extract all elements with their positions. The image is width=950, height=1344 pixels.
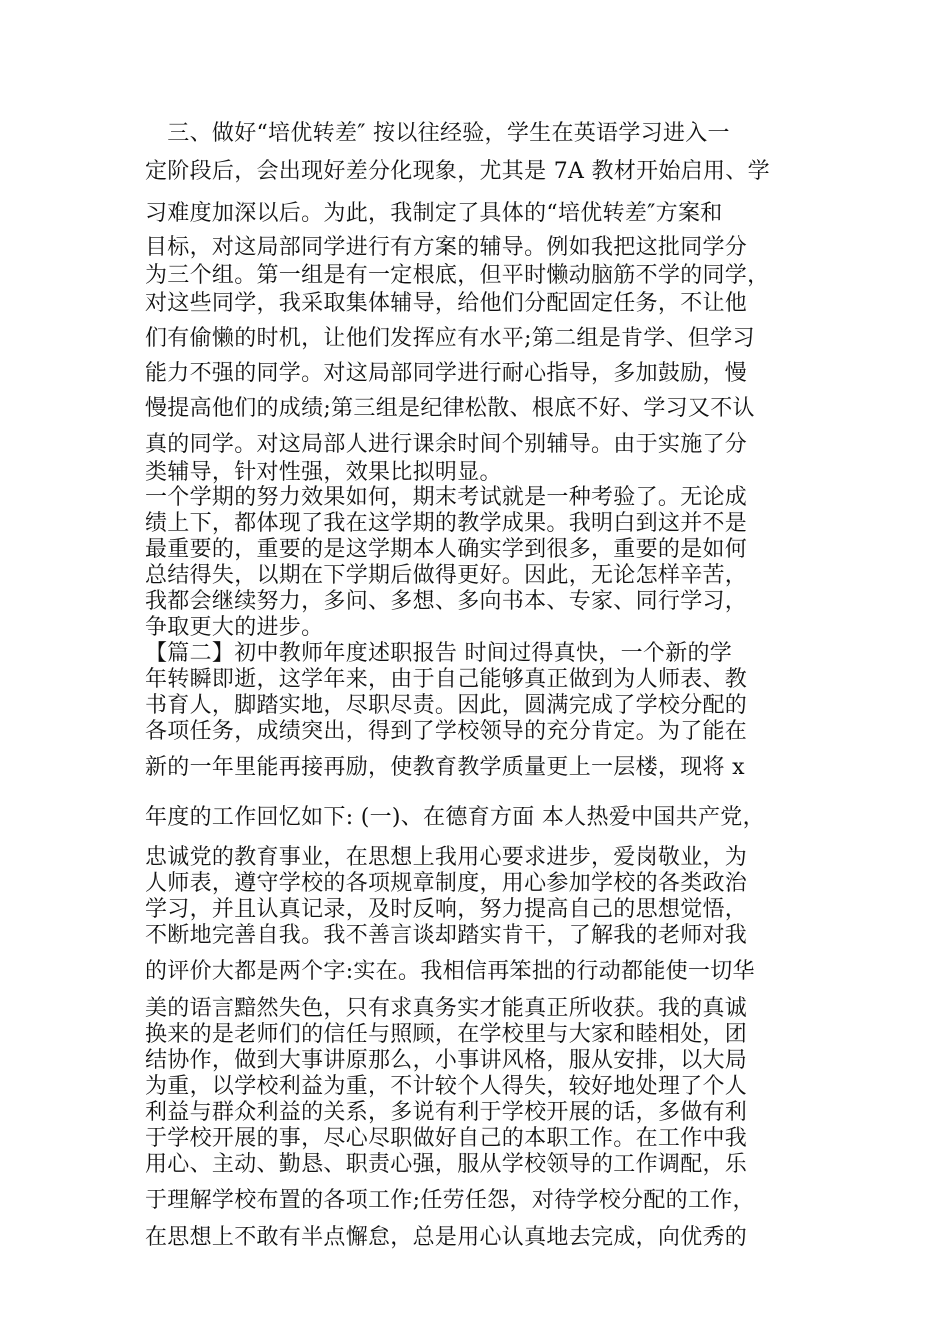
text-line: 不断地完善自我。我不善言谈却踏实肯干，了解我的老师对我 (145, 923, 748, 948)
text-line: 人师表，遵守学校的各项规章制度，用心参加学校的各类政治 (145, 871, 748, 896)
text-line: 的评价大都是两个字:实在。我相信再笨拙的行动都能使一切华 (145, 959, 755, 984)
text-line: 【篇二】初中教师年度述职报告 时间过得真快，一个新的学 (145, 641, 733, 666)
text-line: 在思想上不敢有半点懈怠，总是用心认真地去完成，向优秀的 (145, 1225, 748, 1250)
text-line: 习难度加深以后。为此，我制定了具体的“培优转差″方案和 (145, 201, 723, 226)
text-line: 定阶段后，会出现好差分化现象，尤其是 7A 教材开始启用、学 (145, 159, 770, 184)
text-line: 总结得失，以期在下学期后做得更好。因此，无论怎样辛苦， (145, 563, 748, 588)
text-line: 书育人，脚踏实地，尽职尽责。因此，圆满完成了学校分配的 (145, 693, 748, 718)
text-line: 于学校开展的事，尽心尽职做好自己的本职工作。在工作中我 (145, 1126, 748, 1151)
text-line: 年度的工作回忆如下: (一)、在德育方面 本人热爱中国共产党， (145, 805, 765, 830)
text-line: 各项任务，成绩突出，得到了学校领导的充分肯定。为了能在 (145, 719, 748, 744)
text-line: 美的语言黯然失色，只有求真务实才能真正所收获。我的真诚 (145, 996, 748, 1021)
text-line: 最重要的，重要的是这学期本人确实学到很多，重要的是如何 (145, 537, 748, 562)
text-line: 为三个组。第一组是有一定根底，但平时懒动脑筋不学的同学， (145, 263, 770, 288)
text-line: 争取更大的进步。 (145, 615, 324, 640)
text-line: 利益与群众利益的关系，多说有利于学校开展的话，多做有利 (145, 1100, 748, 1125)
text-line: 为重，以学校利益为重，不计较个人得失，较好地处理了个人 (145, 1074, 748, 1099)
text-line: 类辅导，针对性强，效果比拟明显。 (145, 460, 502, 485)
text-line: 一个学期的努力效果如何，期末考试就是一种考验了。无论成 (145, 485, 748, 510)
text-line: 我都会继续努力，多问、多想、多向书本、专家、同行学习， (145, 589, 748, 614)
text-line: 换来的是老师们的信任与照顾，在学校里与大家和睦相处，团 (145, 1022, 748, 1047)
text-line: 慢提高他们的成绩;第三组是纪律松散、根底不好、学习又不认 (145, 396, 755, 421)
text-line: 用心、主动、勤恳、职责心强，服从学校领导的工作调配，乐 (145, 1152, 748, 1177)
text-line: 学习，并且认真记录，及时反响，努力提高自己的思想觉悟， (145, 897, 748, 922)
text-line: 忠诚党的教育事业，在思想上我用心要求进步，爱岗敬业，为 (145, 845, 748, 870)
text-line: 结协作，做到大事讲原那么，小事讲风格，服从安排，以大局 (145, 1048, 748, 1073)
text-line: 目标，对这局部同学进行有方案的辅导。例如我把这批同学分 (145, 235, 748, 260)
text-line: 真的同学。对这局部人进行课余时间个别辅导。由于实施了分 (145, 432, 748, 457)
text-line: 绩上下，都体现了我在这学期的教学成果。我明白到这并不是 (145, 511, 748, 536)
text-line: 对这些同学，我采取集体辅导，给他们分配固定任务，不让他 (145, 291, 748, 316)
text-line: 于理解学校布置的各项工作;任劳任怨，对待学校分配的工作， (145, 1188, 755, 1213)
text-line: 年转瞬即逝，这学年来，由于自己能够真正做到为人师表、教 (145, 667, 748, 692)
text-line: 三、做好“培优转差″ 按以往经验，学生在英语学习进入一 (145, 121, 730, 146)
text-line: 新的一年里能再接再励，使教育教学质量更上一层楼，现将 x (145, 755, 745, 780)
text-line: 能力不强的同学。对这局部同学进行耐心指导，多加鼓励，慢 (145, 361, 748, 386)
text-line: 们有偷懒的时机，让他们发挥应有水平;第二组是肯学、但学习 (145, 326, 755, 351)
